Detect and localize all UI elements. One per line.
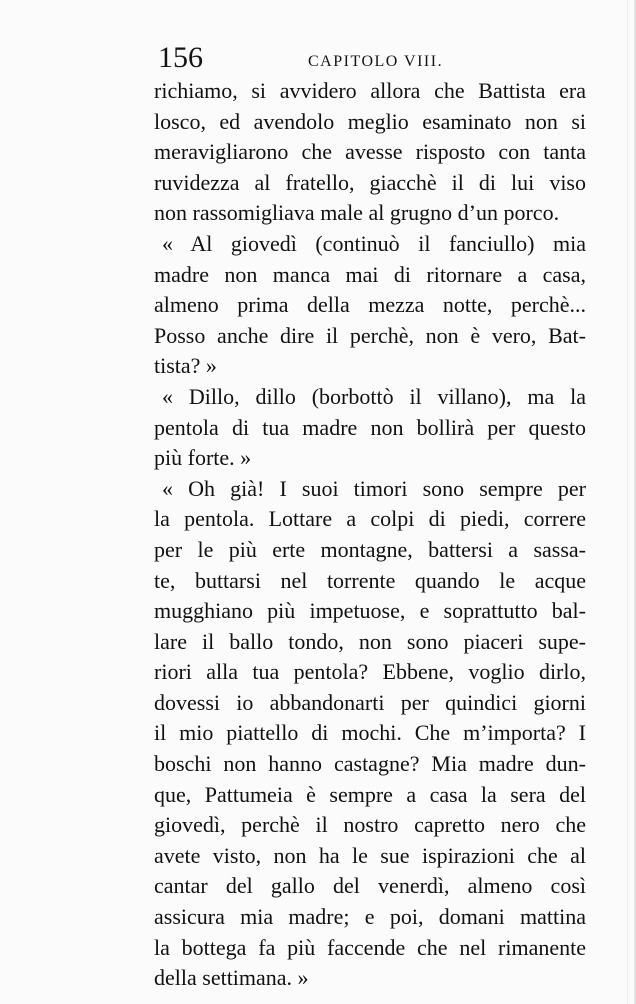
text-line: la bottega fa più faccende che nel rimanente	[154, 934, 586, 960]
body-text	[154, 76, 586, 994]
text-line: la pentola. Lottare a colpi di piedi, correre	[154, 506, 586, 532]
chapter-title: CAPITOLO VIII.	[308, 53, 444, 70]
text-line: « Oh già! I suoi timori sono sempre per	[162, 475, 586, 501]
text-line: cantar del gallo del venerdì, almeno così	[154, 873, 586, 899]
text-line: « Dillo, dillo (borbottò il villano), ma la	[162, 383, 586, 409]
text-line: non rassomigliava male al grugno d’un porco.	[154, 200, 560, 226]
text-line: della settimana. »	[154, 965, 309, 991]
text-line: per le più erte montagne, battersi a sassa-	[154, 536, 586, 562]
text-line: richiamo, si avvidero allora che Battista era	[154, 78, 586, 103]
text-line: losco, ed avendolo meglio esaminato non si	[154, 108, 586, 134]
text-line: meravigliarono che avesse risposto con tanta	[154, 139, 586, 165]
text-line: lare il ballo tondo, non sono piaceri supe-	[154, 628, 586, 654]
text-line: madre non manca mai di ritornare a casa,	[154, 261, 586, 287]
text-line: te, buttarsi nel torrente quando le acque	[154, 567, 586, 593]
text-line: avete visto, non ha le sue ispirazioni che al	[154, 842, 586, 868]
text-line: Posso anche dire il perchè, non è vero, Bat-	[154, 322, 586, 348]
text-line: assicura mia madre; e poi, domani mattina	[154, 904, 586, 930]
text-line: più forte. »	[154, 445, 252, 471]
text-line: pentola di tua madre non bollirà per questo	[154, 414, 586, 440]
text-line: giovedì, perchè il nostro capretto nero che	[154, 812, 586, 838]
text-line: boschi non hanno castagne? Mia madre dun-	[154, 751, 586, 777]
text-line: almeno prima della mezza notte, perchè...	[154, 292, 586, 318]
text-line: que, Pattumeia è sempre a casa la sera del	[154, 781, 586, 807]
text-line: ruvidezza al fratello, giacchè il di lui viso	[154, 169, 586, 195]
text-line: tista? »	[154, 353, 217, 379]
page-number: 156	[158, 41, 203, 74]
text-line: il mio piattello di mochi. Che m’importa? I	[154, 720, 586, 746]
running-head	[158, 40, 582, 76]
text-line: mugghiano più impetuose, e soprattutto bal-	[154, 598, 586, 624]
text-line: dovessi io abbandonarti per quindici giorni	[154, 689, 586, 715]
text-line: « Al giovedì (continuò il fanciullo) mia	[162, 230, 586, 256]
text-line: riori alla tua pentola? Ebbene, voglio dirlo,	[154, 659, 586, 685]
